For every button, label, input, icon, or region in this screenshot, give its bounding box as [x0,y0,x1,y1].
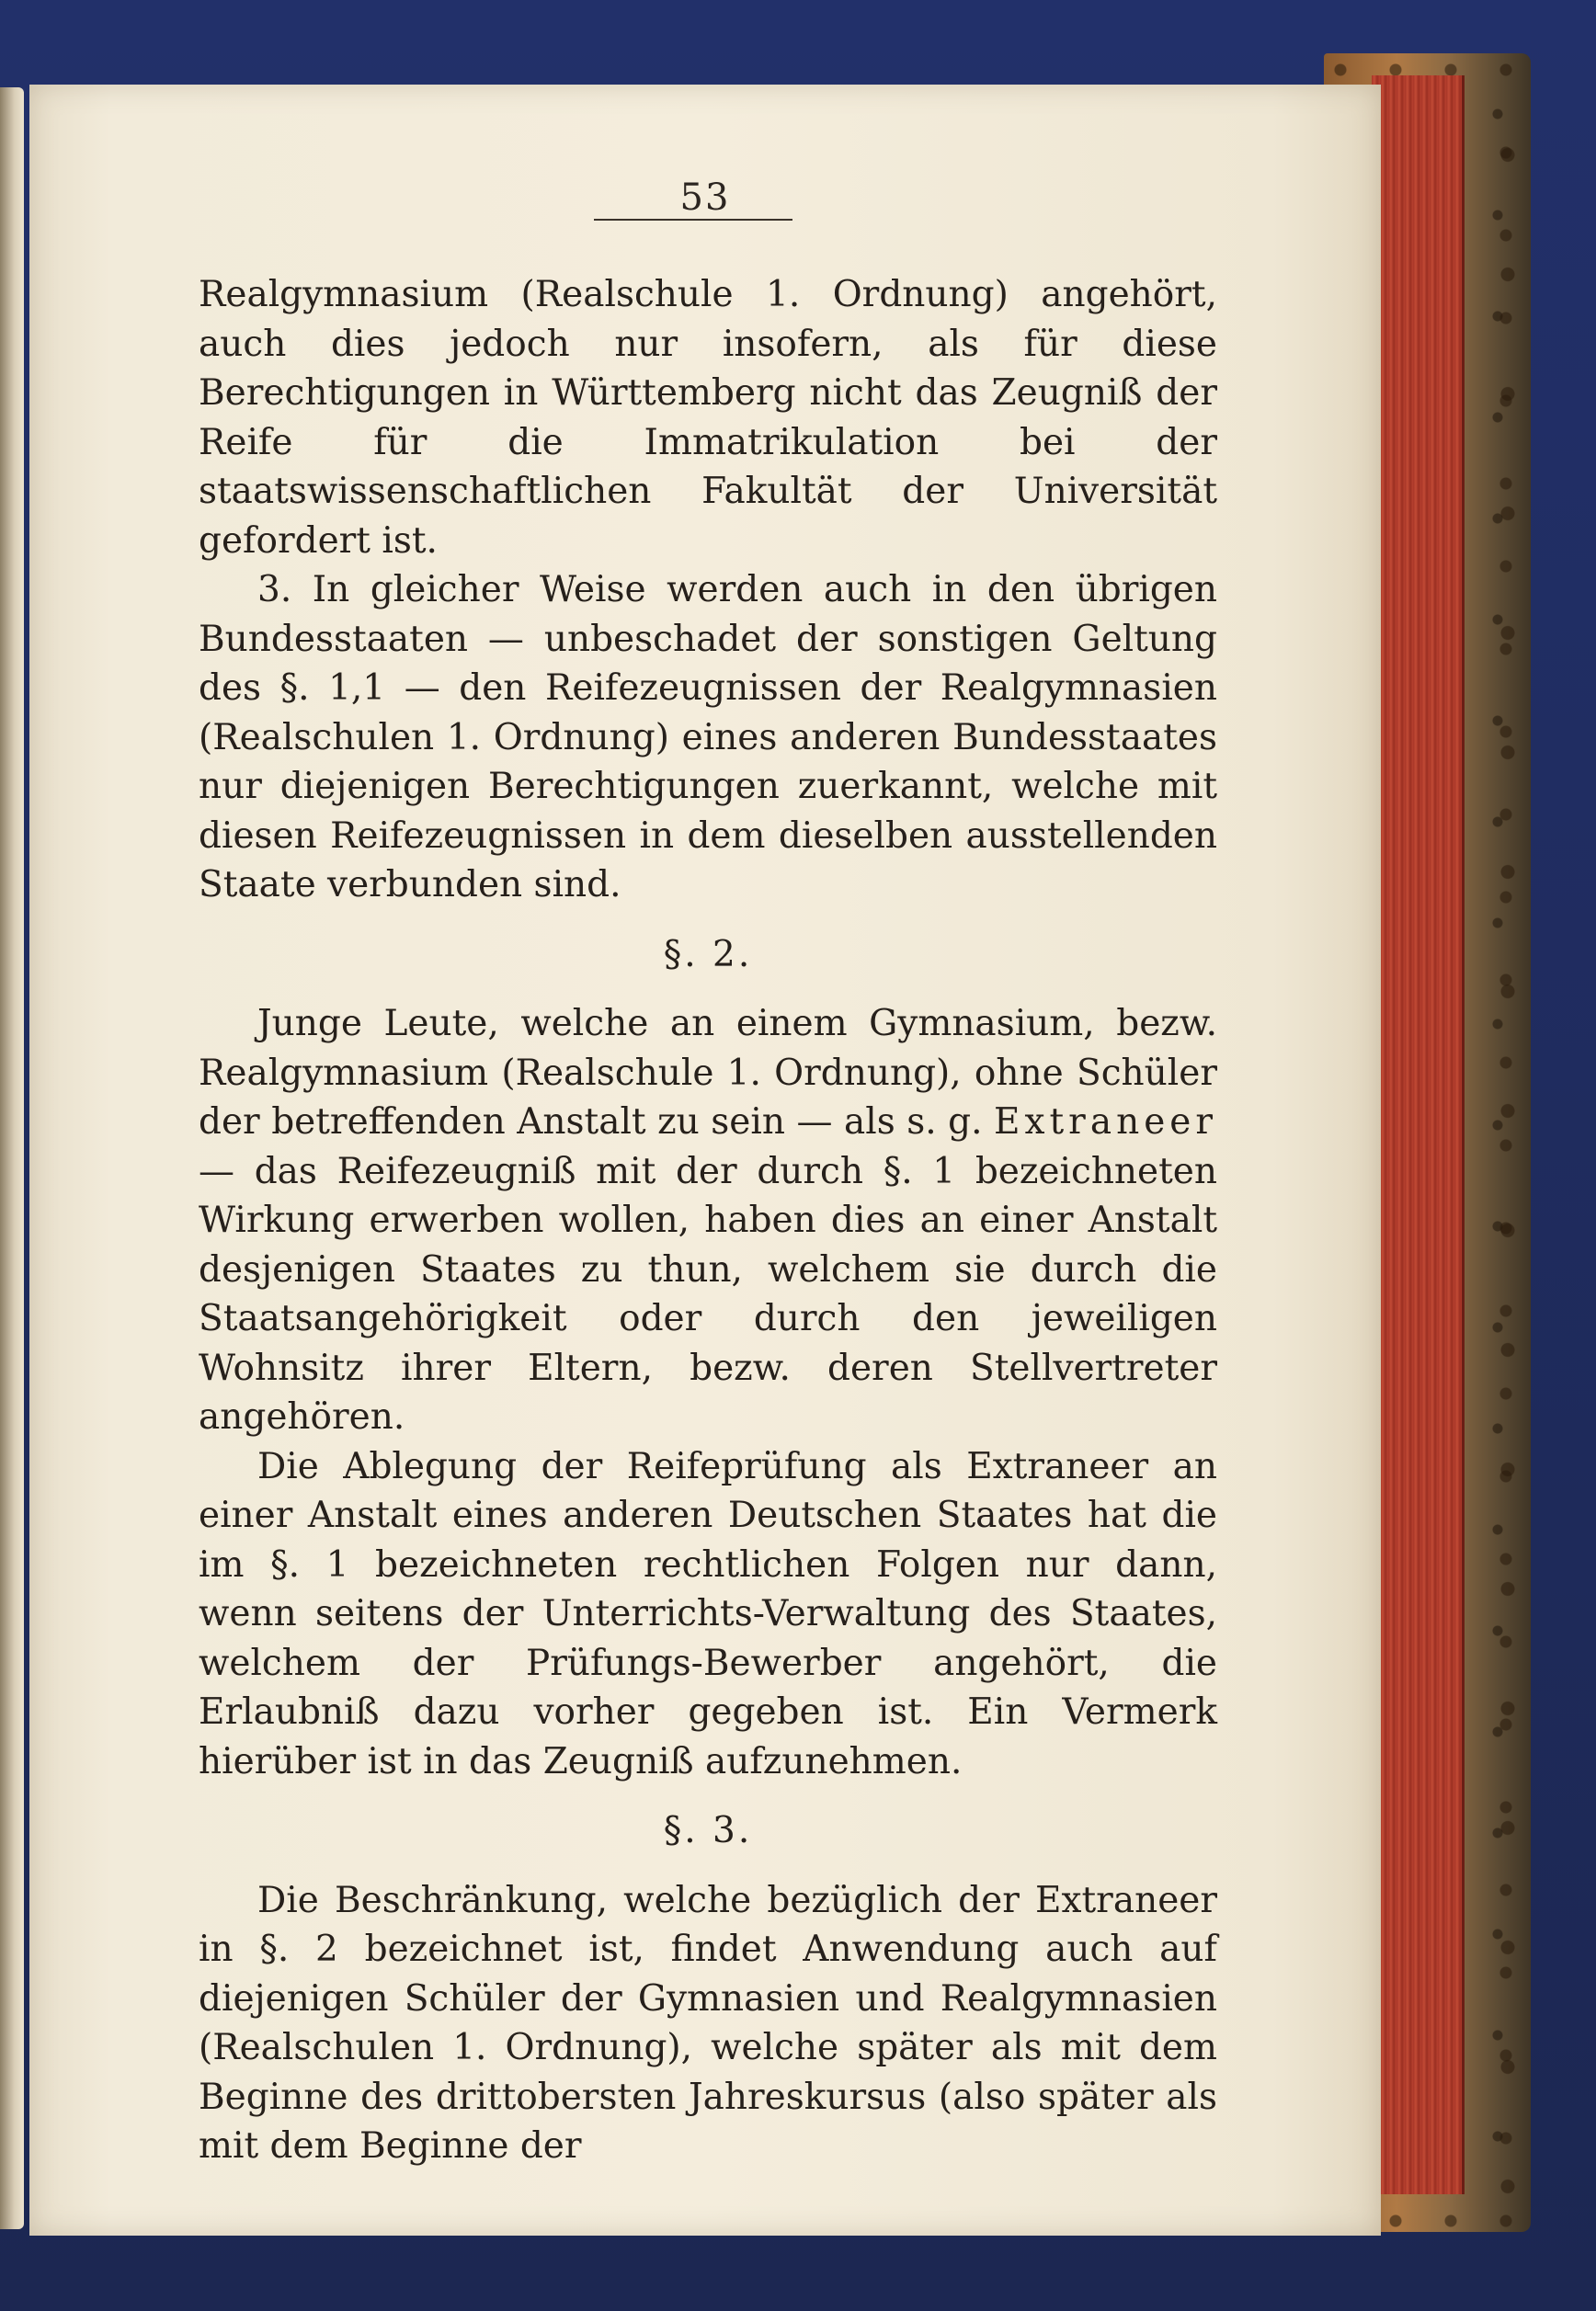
facing-page-edge [0,87,24,2229]
paragraph-item-3: 3. In gleicher Weise werden auch in den übrigen Bundesstaaten — unbeschadet der sonstigen Geltung des §. 1,1 — den Reifezeugnissen der Realgymnasien (Realschulen 1. Ordnung) eines anderen Bundesstaates nur diejenigen Berechtigungen zuerkannt, welche mit diesen Reifezeugnissen in dem dieselben ausstellenden Staate verbunden sind. [199,569,1217,905]
body-text [199,270,1217,2171]
section-heading-3: §. 3. [663,1810,753,1851]
paragraph-section-2-second: Die Ablegung der Reifeprüfung als Extraneer an einer Anstalt eines anderen Deutschen Staates hat die im §. 1 bezeichneten rechtlichen Folgen nur dann, wenn seitens der Unterrichts-Verwaltung des Staates, welchem der Prüfungs-Bewerber angehört, die Erlaubniß dazu vorher gegeben ist. Ein Vermerk hierüber ist in das Zeugniß aufzunehmen. [199,1445,1217,1782]
red-page-edges [1372,75,1465,2194]
book-page [29,85,1381,2236]
spaced-term: Extraneer [994,1101,1217,1143]
page-header [29,176,1381,219]
paragraph-section-3: Die Beschränkung, welche bezüglich der Extraneer in §. 2 bezeichnet ist, findet Anwendung auch auf diejenigen Schüler der Gymnasien und Realgymnasien (Realschulen 1. Ordnung), welche später als mit dem Beginne des drittobersten Jahreskursus (also später als mit dem Beginne der [199,1879,1217,2167]
header-rule [594,219,792,221]
section-heading-2: §. 2. [663,933,753,975]
page-number: 53 [679,176,731,219]
paragraph-text: Junge Leute, welche an einem Gymnasium, bezw. Realgymnasium (Realschule 1. Ordnung), ohne Schüler der betreffenden Anstalt zu sein — als s. g. [199,1003,1217,1143]
paragraph-continuation: Realgymnasium (Realschule 1. Ordnung) angehört, auch dies jedoch nur insofern, als für diese Berechtigungen in Württemberg nicht das Zeugniß der Reife für die Immatrikulation bei der staatswissenschaftlichen Fakultät der Universität gefordert ist. [199,274,1217,562]
paragraph-section-2-first [199,999,1217,1442]
paragraph-text: — das Reifezeugniß mit der durch §. 1 bezeichneten Wirkung erwerben wollen, haben dies an einer Anstalt desjenigen Staates zu thun, welchem sie durch die Staatsangehörigkeit oder durch den jeweiligen Wohnsitz ihrer Eltern, bezw. deren Stellvertreter angehören. [199,1150,1217,1438]
